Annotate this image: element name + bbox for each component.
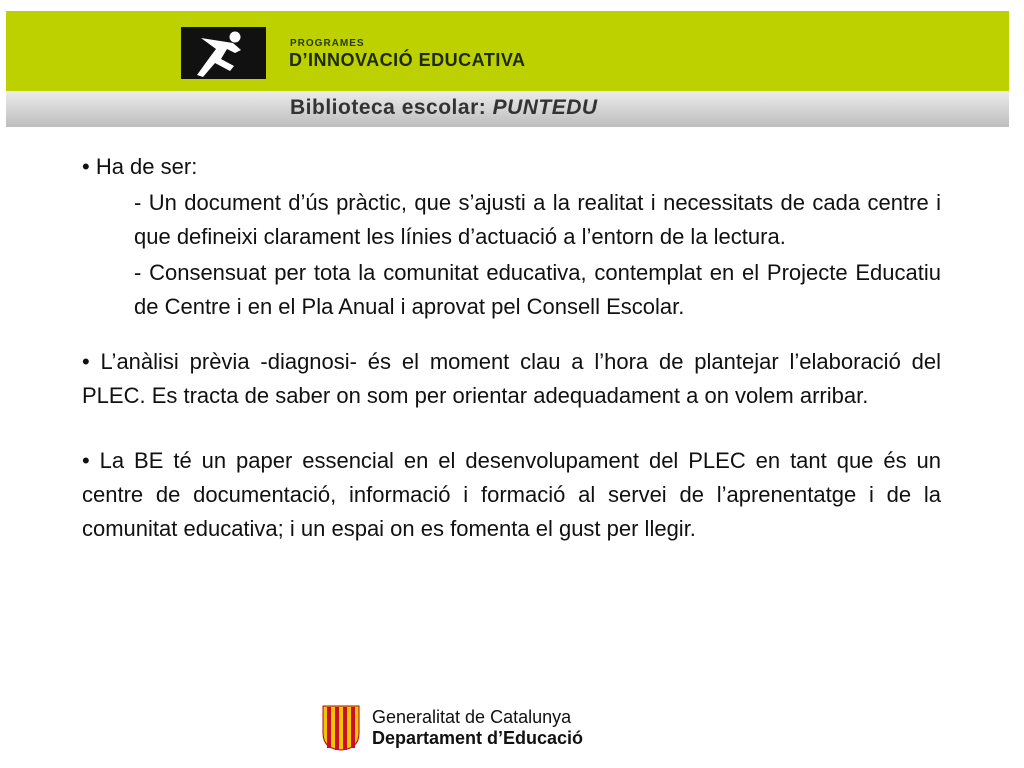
bullet-title: • Ha de ser: [82,154,198,179]
subtitle-name: PUNTEDU [492,96,598,119]
bullet-paragraph-2: • L’anàlisi prèvia -diagnosi- és el moment clau a l’hora de plantejar l’elaboració del PLEC. Es tracta de saber on som per orientar adequadament a on volem arribar. [82,349,941,408]
subtitle [290,96,598,120]
bullet-paragraph-3: • La BE té un paper essencial en el desenvolupament del PLEC en tant que és un centre de documentació, informació i formació al servei de l’aprenentatge i de la comunitat educativa; i un espai on es fomenta el gust per llegir. [82,448,941,541]
footer-line-2: Departament d’Educació [372,728,584,748]
slide-content [82,150,941,546]
innovacio-label: D’INNOVACIÓ EDUCATIVA [289,50,526,70]
subtitle-prefix: Biblioteca escolar: [290,96,487,119]
programes-logo [181,27,266,79]
generalitat-logo-icon [322,705,360,751]
sub-item-2: - Consensuat per tota la comunitat educativa, contemplat en el Projecte Educatiu de Centre i en el Pla Anual i aprovat pel Consell Escolar. [134,260,941,319]
sub-item-1: - Un document d’ús pràctic, que s’ajusti a la realitat i necessitats de cada centre i que defineixi clarament les línies d’actuació a l’entorn de la lectura. [134,190,941,249]
footer-line-1: Generalitat de Catalunya [372,707,572,727]
footer-text [372,707,583,749]
running-figure-icon [181,27,266,79]
programes-label: PROGRAMES [290,38,365,49]
